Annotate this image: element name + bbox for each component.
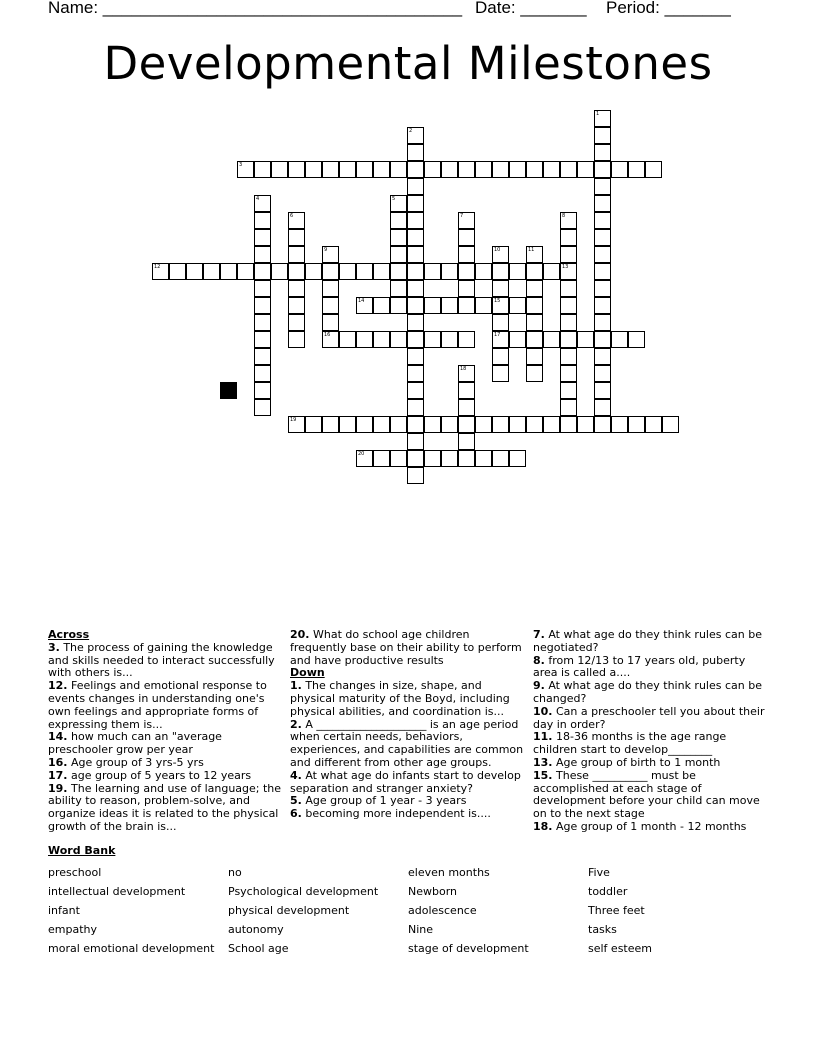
grid-cell[interactable]	[611, 161, 628, 178]
grid-cell[interactable]	[305, 161, 322, 178]
grid-cell[interactable]	[322, 331, 339, 348]
grid-cell[interactable]	[594, 161, 611, 178]
grid-cell[interactable]	[288, 246, 305, 263]
grid-cell[interactable]	[458, 450, 475, 467]
grid-cell[interactable]	[458, 280, 475, 297]
clue-number: 11.	[533, 730, 553, 744]
grid-cell[interactable]	[560, 365, 577, 382]
grid-cell[interactable]	[509, 416, 526, 433]
grid-cell[interactable]	[509, 161, 526, 178]
grid-cell[interactable]	[288, 212, 305, 229]
grid-cell[interactable]	[458, 416, 475, 433]
grid-cell[interactable]	[390, 263, 407, 280]
clue-number: 20.	[290, 628, 310, 641]
grid-cell[interactable]	[594, 178, 611, 195]
grid-cell[interactable]	[339, 416, 356, 433]
clue: 2. A ____________________ is an age period when certain needs, behaviors, experiences, and capabilities are common and different from other age groups.	[290, 717, 524, 769]
clue: 10. Can a preschooler tell you about their day in order?	[533, 704, 765, 731]
clue-number: 6.	[290, 807, 302, 821]
clue: 15. These __________ must be accomplished at each stage of development before your child can move on to the next stage	[533, 768, 760, 821]
grid-cell[interactable]	[407, 263, 424, 280]
clue-number: 16	[324, 332, 331, 338]
grid-cell[interactable]	[152, 263, 169, 280]
grid-cell[interactable]	[288, 263, 305, 280]
word-bank-column	[588, 863, 768, 958]
grid-cell[interactable]	[322, 314, 339, 331]
header	[48, 0, 768, 22]
grid-cell[interactable]	[509, 263, 526, 280]
grid-cell[interactable]	[237, 161, 254, 178]
grid-cell[interactable]	[254, 365, 271, 382]
word-bank-item: Three feet	[588, 904, 645, 917]
grid-cell[interactable]	[373, 450, 390, 467]
word-bank-item: adolescence	[408, 904, 477, 917]
grid-cell[interactable]	[322, 416, 339, 433]
clue: 9. At what age do they think rules can be changed?	[533, 679, 762, 705]
clue: 4. At what age do infants start to develop separation and stranger anxiety?	[290, 768, 521, 795]
grid-cell[interactable]	[407, 280, 424, 297]
clue-number: 16.	[48, 755, 68, 769]
grid-cell[interactable]	[237, 263, 254, 280]
grid-cell[interactable]	[254, 348, 271, 365]
clue-number: 15	[494, 298, 501, 304]
grid-cell[interactable]	[594, 399, 611, 416]
clue-number: 10.	[533, 704, 553, 718]
grid-cell[interactable]	[288, 297, 305, 314]
clue-number: 17.	[48, 768, 68, 782]
grid-cell[interactable]	[543, 161, 560, 178]
word-bank-item: empathy	[48, 923, 98, 936]
grid-cell[interactable]	[594, 297, 611, 314]
grid-cell[interactable]	[322, 161, 339, 178]
grid-cell[interactable]	[492, 297, 509, 314]
grid-cell[interactable]	[526, 263, 543, 280]
grid-cell[interactable]	[560, 263, 577, 280]
grid-cell[interactable]	[645, 416, 662, 433]
grid-cell[interactable]	[594, 280, 611, 297]
clue-number: 15.	[533, 768, 553, 782]
grid-cell[interactable]	[254, 263, 271, 280]
grid-cell[interactable]	[373, 297, 390, 314]
grid-cell[interactable]	[407, 229, 424, 246]
word-bank-item: Psychological development	[228, 885, 379, 898]
clue: 19. The learning and use of language; the ability to reason, problem-solve, and organize ideas it is related to the physical growth of the brain is...	[48, 781, 282, 833]
grid-cell[interactable]	[390, 229, 407, 246]
grid-cell[interactable]	[254, 399, 271, 416]
grid-cell[interactable]	[492, 263, 509, 280]
clue-number: 10	[494, 247, 501, 253]
word-bank-column	[228, 863, 408, 958]
grid-cell[interactable]	[594, 212, 611, 229]
clue-number: 18.	[533, 819, 553, 833]
grid-cell[interactable]	[288, 416, 305, 433]
grid-cell[interactable]	[458, 365, 475, 382]
grid-cell[interactable]	[492, 365, 509, 382]
grid-cell[interactable]	[407, 127, 424, 144]
grid-cell[interactable]	[475, 450, 492, 467]
clue: 8. from 12/13 to 17 years old, puberty area is called a....	[533, 653, 746, 680]
clue: 1. The changes in size, shape, and physical maturity of the Boyd, including physical abilities, and coordination is...	[290, 679, 510, 718]
word-bank-item: physical development	[228, 904, 350, 917]
clue-number: 7	[460, 213, 464, 219]
grid-cell[interactable]	[407, 365, 424, 382]
grid-cell[interactable]	[322, 246, 339, 263]
word-bank-item: infant	[48, 904, 80, 917]
clue: 7. At what age do they think rules can be negotiated?	[533, 628, 762, 654]
grid-cell[interactable]	[577, 416, 594, 433]
grid-cell[interactable]	[390, 331, 407, 348]
grid-cell[interactable]	[254, 161, 271, 178]
down-heading: Down	[290, 666, 325, 680]
grid-cell[interactable]	[526, 161, 543, 178]
grid-cell[interactable]	[594, 365, 611, 382]
word-bank-item: eleven months	[408, 866, 490, 879]
word-bank-item: intellectual development	[48, 885, 186, 898]
grid-cell[interactable]	[305, 416, 322, 433]
grid-cell[interactable]	[407, 144, 424, 161]
grid-cell[interactable]	[526, 297, 543, 314]
grid-cell[interactable]	[560, 246, 577, 263]
clue-number: 4.	[290, 768, 302, 782]
grid-cell[interactable]	[594, 144, 611, 161]
grid-cell[interactable]	[526, 314, 543, 331]
grid-cell[interactable]	[424, 416, 441, 433]
name-field-label[interactable]: Name: ______________________________________	[48, 0, 463, 17]
grid-cell[interactable]	[492, 280, 509, 297]
grid-cell[interactable]	[424, 331, 441, 348]
clue-number: 2.	[290, 717, 302, 731]
clue-number: 1.	[290, 679, 302, 693]
grid-cell[interactable]	[254, 246, 271, 263]
grid-cell[interactable]	[458, 399, 475, 416]
grid-cell[interactable]	[424, 263, 441, 280]
word-bank-item: Nine	[408, 923, 434, 936]
grid-cell[interactable]	[356, 450, 373, 467]
word-bank-item: School age	[228, 942, 289, 955]
clues-column-2	[290, 629, 526, 821]
grid-cell[interactable]	[407, 467, 424, 484]
grid-cell[interactable]	[560, 314, 577, 331]
grid-cell[interactable]	[322, 297, 339, 314]
clue: 5. Age group of 1 year - 3 years	[290, 794, 467, 808]
grid-cell[interactable]	[458, 161, 475, 178]
clue-number: 14.	[48, 730, 68, 744]
grid-cell[interactable]	[458, 433, 475, 450]
grid-cell[interactable]	[373, 263, 390, 280]
grid-cell[interactable]	[577, 331, 594, 348]
grid-cell[interactable]	[390, 280, 407, 297]
grid-cell[interactable]	[492, 348, 509, 365]
grid-cell[interactable]	[424, 161, 441, 178]
grid-cell[interactable]	[407, 348, 424, 365]
grid-cell[interactable]	[662, 416, 679, 433]
grid-cell[interactable]	[424, 450, 441, 467]
grid-cell[interactable]	[594, 314, 611, 331]
word-bank-heading: Word Bank	[48, 844, 116, 857]
grid-cell[interactable]	[407, 178, 424, 195]
word-bank-item: stage of development	[408, 942, 529, 955]
grid-cell[interactable]	[390, 450, 407, 467]
grid-cell[interactable]	[560, 297, 577, 314]
clue-number: 5	[392, 196, 396, 202]
grid-cell[interactable]	[458, 297, 475, 314]
grid-cell[interactable]	[441, 161, 458, 178]
grid-cell[interactable]	[560, 212, 577, 229]
clue: 3. The process of gaining the knowledge and skills needed to interact successfully with others is...	[48, 640, 275, 680]
clue: 13. Age group of birth to 1 month	[533, 755, 721, 769]
clue-number: 9	[324, 247, 328, 253]
word-bank-column	[408, 863, 588, 958]
grid-cell[interactable]	[203, 263, 220, 280]
grid-cell[interactable]	[390, 195, 407, 212]
clue-number: 13.	[533, 755, 553, 769]
grid-cell[interactable]	[390, 161, 407, 178]
clue-number: 7.	[533, 628, 545, 641]
grid-cell[interactable]	[441, 263, 458, 280]
word-bank-column	[48, 863, 228, 958]
grid-cell[interactable]	[458, 331, 475, 348]
grid-cell[interactable]	[356, 416, 373, 433]
grid-cell[interactable]	[186, 263, 203, 280]
grid-cell[interactable]	[271, 263, 288, 280]
grid-cell[interactable]	[560, 399, 577, 416]
grid-cell[interactable]	[322, 280, 339, 297]
word-bank-item: Newborn	[408, 885, 458, 898]
grid-cell[interactable]	[594, 246, 611, 263]
grid-cell[interactable]	[254, 229, 271, 246]
clue: 18. Age group of 1 month - 12 months	[533, 819, 747, 833]
grid-cell[interactable]	[441, 450, 458, 467]
grid-cell[interactable]	[288, 314, 305, 331]
clue-number: 19	[290, 417, 297, 423]
grid-cell[interactable]	[475, 161, 492, 178]
clue: 6. becoming more independent is....	[290, 807, 491, 821]
grid-cell[interactable]	[254, 280, 271, 297]
grid-cell[interactable]	[543, 331, 560, 348]
clue: 11. 18-36 months is the age range children start to develop________	[533, 730, 727, 757]
grid-cell[interactable]	[645, 161, 662, 178]
grid-cell[interactable]	[271, 161, 288, 178]
grid-cell[interactable]	[526, 280, 543, 297]
clue: 17. age group of 5 years to 12 years	[48, 768, 252, 782]
grid-cell[interactable]	[305, 263, 322, 280]
grid-cell[interactable]	[628, 416, 645, 433]
grid-cell[interactable]	[254, 195, 271, 212]
clue: 14. how much can an "average preschooler grow per year	[48, 730, 222, 757]
grid-cell[interactable]	[526, 348, 543, 365]
word-bank-item: no	[228, 866, 242, 879]
grid-cell[interactable]	[254, 297, 271, 314]
grid-cell[interactable]	[407, 433, 424, 450]
grid-cell[interactable]	[373, 416, 390, 433]
clue-number: 14	[358, 298, 365, 304]
grid-cell[interactable]	[254, 331, 271, 348]
grid-cell[interactable]	[407, 314, 424, 331]
grid-cell[interactable]	[492, 450, 509, 467]
clue-number: 2	[409, 128, 413, 134]
grid-cell[interactable]	[288, 331, 305, 348]
grid-cell[interactable]	[441, 331, 458, 348]
grid-cell[interactable]	[594, 263, 611, 280]
grid-cell[interactable]	[560, 348, 577, 365]
grid-cell[interactable]	[407, 161, 424, 178]
grid-cell[interactable]	[594, 229, 611, 246]
grid-cell[interactable]	[509, 331, 526, 348]
clue-number: 12.	[48, 679, 68, 693]
grid-cell[interactable]	[390, 416, 407, 433]
clue-number: 11	[528, 247, 535, 253]
grid-cell[interactable]	[407, 195, 424, 212]
clue-number: 13	[562, 264, 569, 270]
grid-cell[interactable]	[611, 331, 628, 348]
grid-cell[interactable]	[594, 382, 611, 399]
clues-column-1	[48, 629, 283, 834]
word-bank-item: self esteem	[588, 942, 652, 955]
grid-cell[interactable]	[611, 416, 628, 433]
grid-cell[interactable]	[356, 263, 373, 280]
grid-cell[interactable]	[390, 246, 407, 263]
word-bank-item: toddler	[588, 885, 628, 898]
grid-cell[interactable]	[560, 280, 577, 297]
grid-cell[interactable]	[458, 246, 475, 263]
grid-cell[interactable]	[594, 127, 611, 144]
grid-cell[interactable]	[526, 416, 543, 433]
grid-cell[interactable]	[492, 416, 509, 433]
clue-number: 8	[562, 213, 566, 219]
grid-cell[interactable]	[288, 280, 305, 297]
grid-cell[interactable]	[339, 331, 356, 348]
clue-number: 19.	[48, 781, 68, 795]
clue-number: 8.	[533, 653, 545, 667]
grid-cell[interactable]	[458, 263, 475, 280]
word-bank-item: autonomy	[228, 923, 284, 936]
grid-cell[interactable]	[220, 263, 237, 280]
grid-cell[interactable]	[543, 263, 560, 280]
grid-cell[interactable]	[390, 212, 407, 229]
grid-cell[interactable]	[407, 382, 424, 399]
grid-cell[interactable]	[373, 331, 390, 348]
grid-cell[interactable]	[407, 246, 424, 263]
grid-cell[interactable]	[458, 212, 475, 229]
word-bank-item: preschool	[48, 866, 102, 879]
grid-cell[interactable]	[594, 195, 611, 212]
grid-cell[interactable]	[594, 110, 611, 127]
grid-cell[interactable]	[594, 331, 611, 348]
grid-cell[interactable]	[492, 314, 509, 331]
grid-cell[interactable]	[356, 331, 373, 348]
grid-cell[interactable]	[169, 263, 186, 280]
grid-cell[interactable]	[628, 161, 645, 178]
grid-cell[interactable]	[560, 229, 577, 246]
grid-cell[interactable]	[356, 161, 373, 178]
grid-cell[interactable]	[509, 297, 526, 314]
clue-number: 17	[494, 332, 501, 338]
clue: 16. Age group of 3 yrs-5 yrs	[48, 755, 204, 769]
grid-cell[interactable]	[475, 263, 492, 280]
grid-cell[interactable]	[628, 331, 645, 348]
grid-cell[interactable]	[407, 416, 424, 433]
grid-cell[interactable]	[458, 382, 475, 399]
grid-cell[interactable]	[254, 314, 271, 331]
word-bank-item: moral emotional development	[48, 942, 215, 955]
clue-number: 1	[596, 111, 600, 117]
clue-number: 4	[256, 196, 260, 202]
grid-cell[interactable]	[407, 450, 424, 467]
across-heading: Across	[48, 628, 90, 641]
grid-cell[interactable]	[441, 416, 458, 433]
grid-cell[interactable]	[254, 212, 271, 229]
grid-cell[interactable]	[492, 246, 509, 263]
clue-number: 6	[290, 213, 294, 219]
grid-cell[interactable]	[560, 331, 577, 348]
grid-cell[interactable]	[475, 297, 492, 314]
clue-number: 18	[460, 366, 467, 372]
grid-cell[interactable]	[458, 229, 475, 246]
grid-cell[interactable]	[526, 246, 543, 263]
grid-cell[interactable]	[594, 416, 611, 433]
grid-cell[interactable]	[407, 399, 424, 416]
grid-cell[interactable]	[339, 263, 356, 280]
grid-cell[interactable]	[577, 161, 594, 178]
grid-cell[interactable]	[424, 297, 441, 314]
clue-number: 20	[358, 451, 365, 457]
clue: 20. What do school age children frequently base on their ability to perform and have productive results	[290, 628, 522, 667]
grid-cell[interactable]	[543, 416, 560, 433]
grid-cell[interactable]	[560, 161, 577, 178]
grid-cell[interactable]	[475, 416, 492, 433]
grid-cell[interactable]	[407, 212, 424, 229]
grid-cell[interactable]	[339, 161, 356, 178]
grid-cell[interactable]	[526, 365, 543, 382]
clue: 12. Feelings and emotional response to events changes in understanding one's own feelings and appropriate forms of expressing them is...	[48, 679, 267, 731]
grid-cell[interactable]	[492, 161, 509, 178]
date-field-label[interactable]: Date: _______	[475, 0, 587, 17]
grid-cell[interactable]	[560, 416, 577, 433]
clues-column-3	[533, 629, 769, 834]
grid-cell[interactable]	[594, 348, 611, 365]
black-cell	[220, 382, 237, 399]
grid-cell[interactable]	[373, 161, 390, 178]
grid-cell[interactable]	[288, 161, 305, 178]
period-field-label[interactable]: Period: _______	[606, 0, 731, 17]
clue-number: 9.	[533, 679, 545, 693]
grid-cell[interactable]	[407, 297, 424, 314]
word-bank-item: Five	[588, 866, 610, 879]
clue-number: 3.	[48, 640, 60, 654]
grid-cell[interactable]	[322, 263, 339, 280]
word-bank-item: tasks	[588, 923, 617, 936]
grid-cell[interactable]	[390, 297, 407, 314]
clue-number: 12	[154, 264, 161, 270]
grid-cell[interactable]	[526, 331, 543, 348]
grid-cell[interactable]	[356, 297, 373, 314]
clue-number: 5.	[290, 794, 302, 808]
page-title: Developmental Milestones	[103, 37, 713, 90]
grid-cell[interactable]	[509, 450, 526, 467]
grid-cell[interactable]	[407, 331, 424, 348]
clue-number: 3	[239, 162, 243, 168]
grid-cell[interactable]	[492, 331, 509, 348]
grid-cell[interactable]	[441, 297, 458, 314]
grid-cell[interactable]	[560, 382, 577, 399]
grid-cell[interactable]	[254, 382, 271, 399]
grid-cell[interactable]	[288, 229, 305, 246]
